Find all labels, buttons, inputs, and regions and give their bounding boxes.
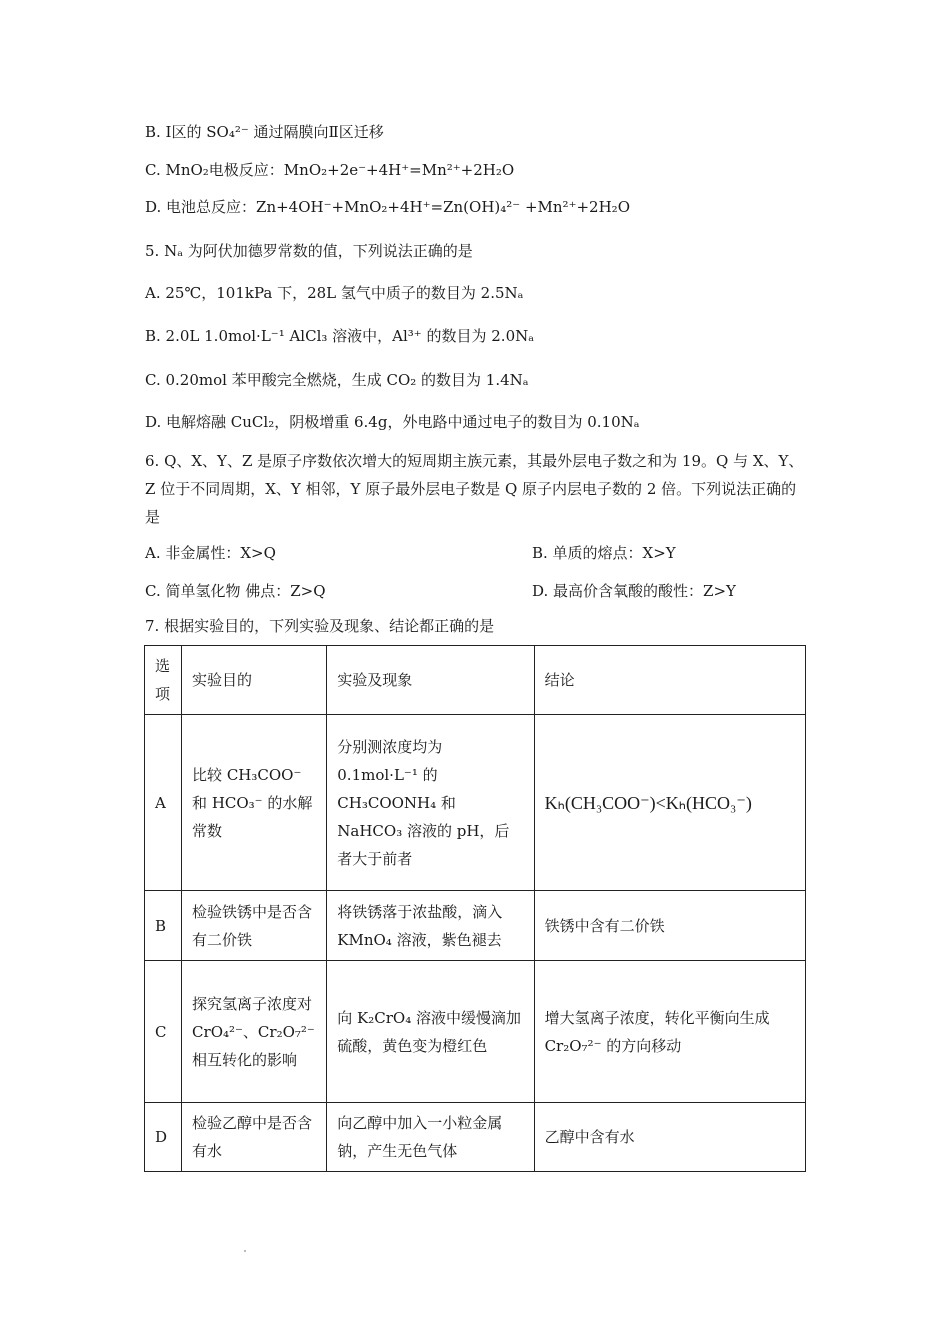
row-purpose: 比较 CH₃COO⁻ 和 HCO₃⁻ 的水解常数 (182, 715, 327, 891)
row-conclusion: 增大氢离子浓度，转化平衡向生成 Cr₂O₇²⁻ 的方向移动 (534, 961, 805, 1103)
q5-option-c: C. 0.20mol 苯甲酸完全燃烧，生成 CO₂ 的数目为 1.4Nₐ (145, 371, 529, 389)
row-label: A (145, 715, 182, 891)
header-conclusion: 结论 (534, 646, 805, 715)
row-label: D (145, 1103, 182, 1172)
row-label: B (145, 891, 182, 961)
row-label: C (145, 961, 182, 1103)
q5-stem: 5. Nₐ 为阿伏加德罗常数的值，下列说法正确的是 (145, 242, 473, 260)
table-row (145, 715, 806, 891)
q4-option-b: B. Ⅰ区的 SO₄²⁻ 通过隔膜向Ⅱ区迁移 (145, 123, 384, 141)
row-conclusion: 乙醇中含有水 (534, 1103, 805, 1172)
header-purpose: 实验目的 (182, 646, 327, 715)
table-row (145, 1103, 806, 1172)
q4-option-d: D. 电池总反应：Zn+4OH⁻+MnO₂+4H⁺=Zn(OH)₄²⁻ +Mn²⁺+2H₂O (145, 198, 630, 216)
row-experiment: 向乙醇中加入一小粒金属钠，产生无色气体 (327, 1103, 534, 1172)
q5-option-a: A. 25℃，101kPa 下，28L 氢气中质子的数目为 2.5Nₐ (145, 284, 524, 302)
row-conclusion: 铁锈中含有二价铁 (534, 891, 805, 961)
q6-option-d: D. 最高价含氧酸的酸性：Z>Y (532, 582, 736, 600)
row-experiment: 向 K₂CrO₄ 溶液中缓慢滴加硫酸，黄色变为橙红色 (327, 961, 534, 1103)
q6-option-a: A. 非金属性：X>Q (145, 544, 276, 562)
row-experiment: 将铁锈落于浓盐酸，滴入 KMnO₄ 溶液，紫色褪去 (327, 891, 534, 961)
row-experiment: 分别测浓度均为 0.1mol·L⁻¹ 的 CH₃COONH₄ 和 NaHCO₃ 溶液的 pH，后者大于前者 (327, 715, 534, 891)
table-header-row (145, 646, 806, 715)
q5-option-b: B. 2.0L 1.0mol·L⁻¹ AlCl₃ 溶液中，Al³⁺ 的数目为 2.0Nₐ (145, 327, 535, 345)
q7-stem: 7. 根据实验目的，下列实验及现象、结论都正确的是 (145, 617, 495, 635)
table-row (145, 891, 806, 961)
q6-option-c: C. 简单氢化物 佛点：Z>Q (145, 582, 326, 600)
q6-option-b: B. 单质的熔点：X>Y (532, 544, 676, 562)
row-purpose: 检验铁锈中是否含有二价铁 (182, 891, 327, 961)
q4-option-c: C. MnO₂电极反应：MnO₂+2e⁻+4H⁺=Mn²⁺+2H₂O (145, 161, 515, 179)
q7-table (144, 645, 806, 1172)
row-purpose: 探究氢离子浓度对 CrO₄²⁻、Cr₂O₇²⁻ 相互转化的影响 (182, 961, 327, 1103)
q5-option-d: D. 电解熔融 CuCl₂，阴极增重 6.4g，外电路中通过电子的数目为 0.10Nₐ (145, 413, 640, 431)
row-conclusion: Kₕ(CH₃COO⁻)<Kₕ(HCO₃⁻) (534, 715, 805, 891)
header-experiment: 实验及现象 (327, 646, 534, 715)
header-option: 选项 (145, 646, 182, 715)
row-purpose: 检验乙醇中是否含有水 (182, 1103, 327, 1172)
scan-speck (244, 1250, 246, 1252)
table-row (145, 961, 806, 1103)
q6-stem: 6. Q、X、Y、Z 是原子序数依次增大的短周期主族元素，其最外层电子数之和为 19。Q 与 X、Y、Z 位于不同周期，X、Y 相邻，Y 原子最外层电子数是 Q 原子内层电子数的 2 倍。下列说法正确的是 (145, 452, 804, 526)
